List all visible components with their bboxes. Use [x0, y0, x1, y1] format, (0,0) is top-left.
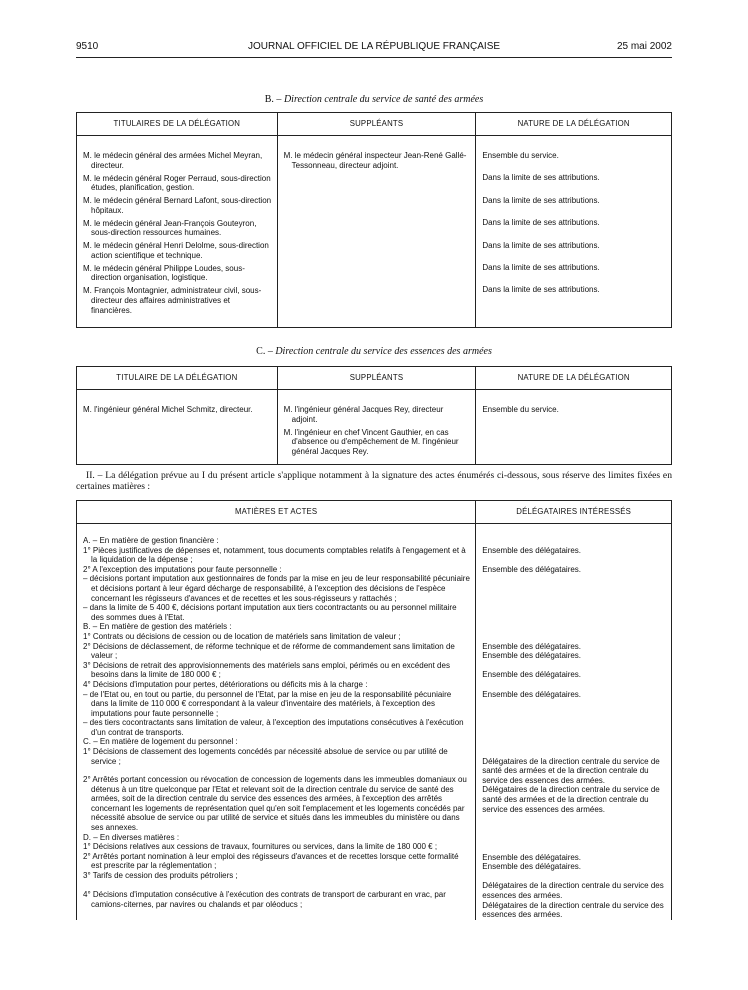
- matiere-line: – des tiers cocontractants sans limitation de valeur, à l'exception des imputations consécutives à l'exécution d'un contrat de transports.: [83, 718, 464, 737]
- delegataire-line: Ensemble des délégataires.: [482, 651, 582, 661]
- nature-item: Dans la limite de ses attributions.: [482, 240, 600, 250]
- delegataire-line: Ensemble des délégataires.: [482, 862, 582, 872]
- delegataire-line: Délégataires de la direction centrale du service de santé des armées et de la direction centrale du service des essences des armées.: [482, 785, 660, 814]
- matiere-line: 2° Arrêtés portant nomination à leur emploi des régisseurs d'avances et de recettes lorsque cette formalité est prescrite par la réglementation ;: [83, 851, 459, 871]
- matiere-line: – de l'Etat ou, en tout ou partie, du personnel de l'Etat, par la mise en jeu de la responsabilité pécuniaire dans la limite de 110 000 € correspondant à la valeur d'inventaire des matériels, à l'exception des imputations pour faute personnelle ;: [83, 689, 452, 718]
- publication-date: 25 mai 2002: [616, 41, 672, 52]
- suppleants-cell: [277, 390, 476, 465]
- section-b-title: [76, 94, 672, 105]
- matiere-line: 2° Décisions de déclassement, de réforme technique et de réforme de commandement sans limitation de valeur ;: [83, 641, 455, 661]
- matiere-line: 1° Décisions de classement des logements concédés par nécessité absolue de service ou par utilité de service ;: [83, 747, 448, 766]
- delegataire-line: Délégataires de la direction centrale du service des essences des armées.: [482, 881, 664, 901]
- journal-title: JOURNAL OFFICIEL DE LA RÉPUBLIQUE FRANÇAISE: [247, 41, 501, 52]
- titulaires-cell: [77, 136, 278, 328]
- delegataire-line: [482, 613, 666, 632]
- titulaire-item: M. le médecin général Henri Delolme, sous-direction action scientifique et technique.: [83, 241, 269, 260]
- matiere-line: B. – En matière de gestion des matériels :: [83, 622, 232, 632]
- nature-item: Ensemble du service.: [482, 405, 559, 414]
- titulaire-item: M. le médecin général Jean-François Gouteyron, sous-direction ressources humaines.: [83, 218, 257, 238]
- column-header: NATURE DE LA DÉLÉGATION: [476, 367, 672, 390]
- titulaire-item: M. le médecin général des armées Michel Meyran, directeur.: [83, 151, 263, 170]
- matiere-line: 4° Décisions d'imputation consécutive à l'exécution des contrats de transport de carburant en vrac, par camions-citernes, par navires ou chalands et par oléoducs ;: [83, 890, 446, 909]
- nature-cell: [476, 136, 672, 328]
- table-section-c: [76, 366, 672, 465]
- column-header: SUPPLÉANTS: [277, 367, 476, 390]
- column-header: NATURE DE LA DÉLÉGATION: [476, 113, 672, 136]
- suppleant-item: M. le médecin général inspecteur Jean-René Gallé-Tessonneau, directeur adjoint.: [283, 151, 467, 170]
- delegataires-cell: [476, 524, 672, 920]
- matiere-line: 3° Tarifs de cession des produits pétroliers ;: [83, 871, 238, 880]
- table-section-b: [76, 112, 672, 328]
- titulaire-cell: [77, 390, 278, 465]
- titulaire-item: M. le médecin général Roger Perraud, sous-direction études, planification, gestion.: [83, 173, 271, 193]
- matiere-line: 2° A l'exception des imputations pour faute personnelle :: [83, 564, 282, 574]
- header-rule: [76, 57, 672, 58]
- column-header: MATIÈRES ET ACTES: [77, 501, 476, 524]
- nature-item: Dans la limite de ses attributions.: [482, 285, 600, 295]
- matiere-line: – dans la limite de 5 400 €, décisions portant imputation aux tiers cocontractants ou au personnel militaire des sommes dues à l'Etat.: [83, 603, 457, 622]
- delegataire-line: [482, 747, 666, 757]
- suppleant-item: M. l'ingénieur en chef Vincent Gauthier, en cas d'absence ou d'empêchement de M. l'ingénieur général Jacques Rey.: [283, 427, 459, 456]
- nature-item: Dans la limite de ses attributions.: [482, 195, 600, 205]
- suppleant-item: M. l'ingénieur général Jacques Rey, directeur adjoint.: [283, 405, 444, 424]
- matiere-line: 1° Contrats ou décisions de cession ou de location de matériels sans limitation de valeur ;: [83, 631, 401, 641]
- column-header: TITULAIRE DE LA DÉLÉGATION: [77, 367, 278, 390]
- nature-cell: [476, 390, 672, 465]
- delegataire-line: Ensemble des délégataires.: [482, 689, 582, 699]
- titulaire-item: M. François Montagnier, administrateur civil, sous-directeur des affaires administratives et financières.: [83, 286, 262, 315]
- nature-item: Dans la limite de ses attributions.: [482, 173, 600, 183]
- paragraph-ii: II. – La délégation prévue au I du présent article s'applique notamment à la signature des actes énumérés ci-dessous, sous réserve des limites fixées en certaines matières :: [76, 470, 672, 492]
- matiere-line: 1° Pièces justificatives de dépenses et, notamment, tous documents comptables relatifs à l'engagement et à la liquidation de la dépense ;: [83, 545, 466, 565]
- matiere-line: 4° Décisions d'imputation pour pertes, détériorations ou déficits mis à la charge :: [83, 679, 368, 689]
- titulaire-item: M. le médecin général Bernard Lafont, sous-direction hôpitaux.: [83, 196, 272, 215]
- section-b-heading: Direction centrale du service de santé des armées: [283, 94, 484, 105]
- page-number: 9510: [76, 41, 99, 52]
- column-header: TITULAIRES DE LA DÉLÉGATION: [77, 113, 278, 136]
- delegataire-line: Délégataires de la direction centrale du service de santé des armées et de la direction centrale du service des essences des armées.: [482, 756, 660, 785]
- delegataire-line: Ensemble des délégataires.: [482, 852, 582, 862]
- column-header: SUPPLÉANTS: [277, 113, 476, 136]
- delegataire-line: Ensemble des délégataires.: [482, 564, 582, 574]
- section-c-prefix: C. –: [256, 346, 276, 357]
- section-c-title: [76, 346, 672, 357]
- matiere-line: D. – En diverses matières :: [83, 832, 180, 842]
- column-header: DÉLÉGATAIRES INTÉRESSÉS: [476, 501, 672, 524]
- delegataire-line: [482, 632, 666, 642]
- matiere-line: C. – En matière de logement du personnel :: [83, 737, 238, 747]
- nature-item: Dans la limite de ses attributions.: [482, 218, 600, 228]
- nature-item: Dans la limite de ses attributions.: [482, 262, 600, 272]
- delegataire-line: Ensemble des délégataires.: [482, 641, 582, 651]
- titulaire-item: M. l'ingénieur général Michel Schmitz, directeur.: [83, 405, 253, 414]
- titulaire-item: M. le médecin général Philippe Loudes, sous-direction organisation, logistique.: [83, 263, 245, 283]
- matieres-cell: [77, 524, 476, 920]
- section-c-heading: Direction centrale du service des essences des armées: [275, 346, 492, 357]
- delegataire-line: [482, 728, 666, 747]
- delegataire-line: [482, 699, 666, 728]
- delegataire-line: [482, 843, 666, 853]
- matiere-line: 1° Décisions relatives aux cessions de travaux, fournitures ou services, dans la limite de 180 000 € ;: [83, 842, 438, 852]
- matiere-line: – décisions portant imputation aux gestionnaires de fonds par la mise en jeu de leur responsabilité pécuniaire et décisions portant à leur égard décharge de responsabilité, à l'exception des décisions de l'espèce concernant les régisseurs d'avances et de recettes et les sous-régisseurs y rattachés ;: [83, 574, 470, 603]
- section-b-prefix: B. –: [264, 94, 284, 105]
- delegataire-line: Ensemble des délégataires.: [482, 670, 582, 680]
- matiere-line: 2° Arrêtés portant concession ou révocation de concession de logements dans les immeubles domaniaux ou détenus à un titre quelconque par l'Etat et relevant soit de la direction centrale du service de santé des armées, soit de la direction centrale du service des essences des armées, à l'exception des arrêtés concernant les logements de représentation quel qu'en soit l'emplacement et les logements concédés par nécessité absolue de service ou par utilité de service et situés dans les immeubles du ministère ou dans ses annexes.: [83, 775, 467, 833]
- delegataire-line: [482, 536, 666, 546]
- delegataire-line: Délégataires de la direction centrale du service des essences des armées.: [482, 900, 664, 920]
- matiere-line: 3° Décisions de retrait des approvisionnements des matériels sans emploi, périmés ou en excédent des besoins dans la limite de 180 000 € ;: [83, 660, 450, 680]
- matiere-line: A. – En matière de gestion financière :: [83, 536, 219, 545]
- table-matieres-actes: [76, 500, 672, 920]
- suppleants-cell: [277, 136, 476, 328]
- nature-item: Ensemble du service.: [482, 151, 559, 160]
- delegataire-line: [482, 574, 666, 612]
- page-header: [76, 41, 672, 55]
- delegataire-line: Ensemble des délégataires.: [482, 545, 582, 555]
